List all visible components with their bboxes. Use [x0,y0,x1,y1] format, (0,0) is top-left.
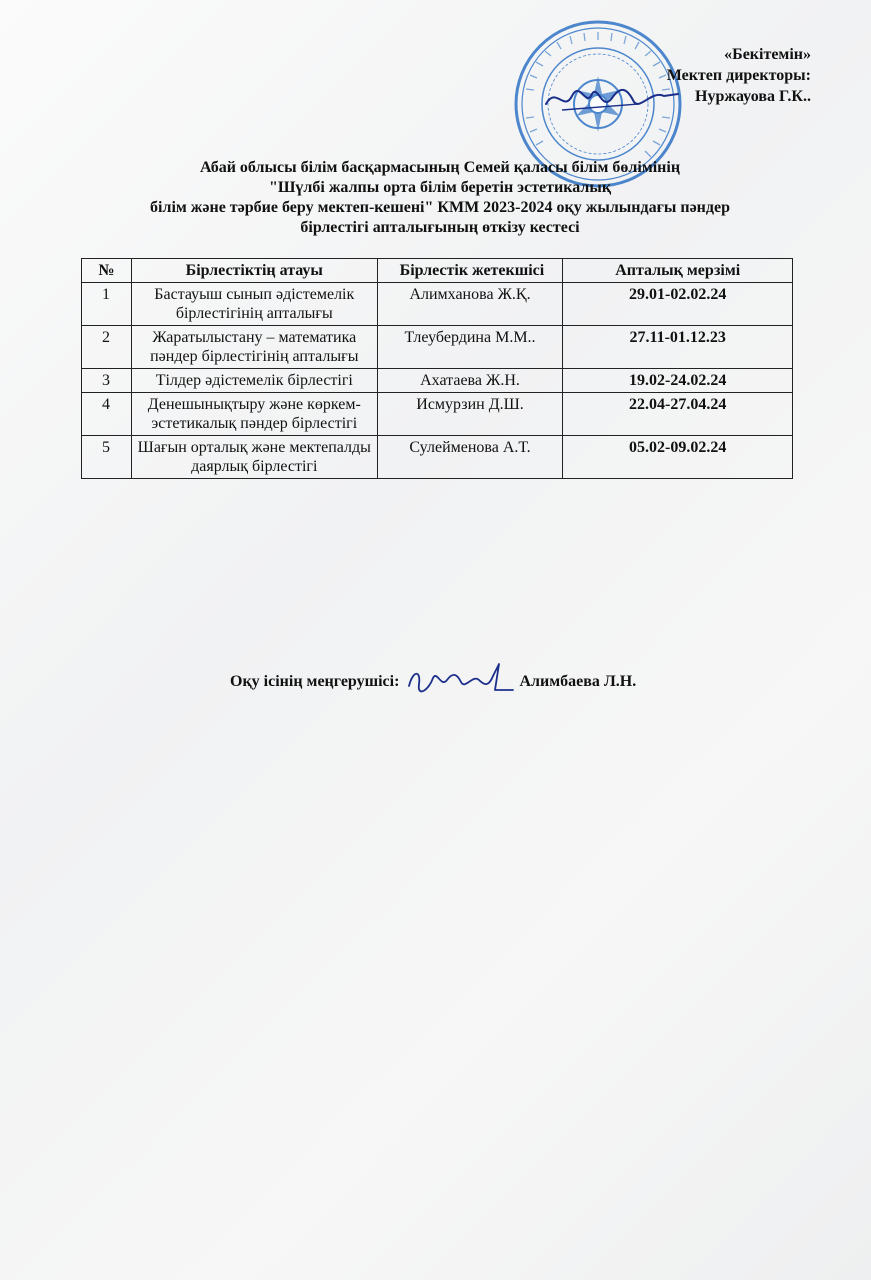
week-period: 19.02-24.02.24 [563,369,793,393]
association-name: Жаратылыстану – математика пәндер бірлестігінің апталығы [131,326,377,369]
title-line: білім және тәрбие беру мектеп-кешені" КММ 2023-2024 оқу жылындағы пәндер [150,199,730,216]
head-of-studies-name: Алимбаева Л.Н. [519,673,637,690]
head-signature [403,660,515,700]
association-name: Шағын орталық және мектепалды даярлық бірлестігі [131,436,377,479]
association-name: Тілдер әдістемелік бірлестігі [131,369,377,393]
table-row [82,393,793,436]
association-leader: Исмурзин Д.Ш. [377,393,563,436]
title-line: "Шүлбі жалпы орта білім беретін эстетикалық [268,179,612,196]
association-name: Бастауыш сынып әдістемелік бірлестігінің апталығы [131,283,377,326]
week-period: 29.01-02.02.24 [563,283,793,326]
approval-label: «Бекітемін» [724,46,811,63]
row-number: 4 [82,393,132,436]
header-name: Бірлестіктің атауы [131,259,377,283]
header-leader: Бірлестік жетекшісі [377,259,563,283]
association-leader: Тлеубердина М.М.. [377,326,563,369]
table-row [82,369,793,393]
table-row [82,326,793,369]
row-number: 3 [82,369,132,393]
row-number: 5 [82,436,132,479]
footer-signature-line [230,660,636,700]
approval-block [667,44,811,107]
title-line: бірлестігі апталығының өткізу кестесі [300,219,580,236]
week-period: 05.02-09.02.24 [563,436,793,479]
association-leader: Ахатаева Ж.Н. [377,369,563,393]
title-line: Абай облысы білім басқармасының Семей қаласы білім бөлімінің [199,159,681,176]
document-title [60,158,820,238]
table-row [82,283,793,326]
director-name: Нуржауова Г.К.. [695,88,811,105]
association-leader: Алимханова Ж.Қ. [377,283,563,326]
association-leader: Сулейменова А.Т. [377,436,563,479]
table-row [82,436,793,479]
week-period: 27.11-01.12.23 [563,326,793,369]
director-position: Мектеп директоры: [666,67,811,84]
schedule-table [81,258,793,479]
row-number: 1 [82,283,132,326]
table-header-row [82,259,793,283]
row-number: 2 [82,326,132,369]
head-of-studies-role: Оқу ісінің меңгерушісі: [230,673,400,690]
week-period: 22.04-27.04.24 [563,393,793,436]
association-name: Денешынықтыру және көркем-эстетикалық пәндер бірлестігі [131,393,377,436]
header-period: Апталық мерзімі [563,259,793,283]
header-number: № [82,259,132,283]
director-signature [542,82,682,118]
